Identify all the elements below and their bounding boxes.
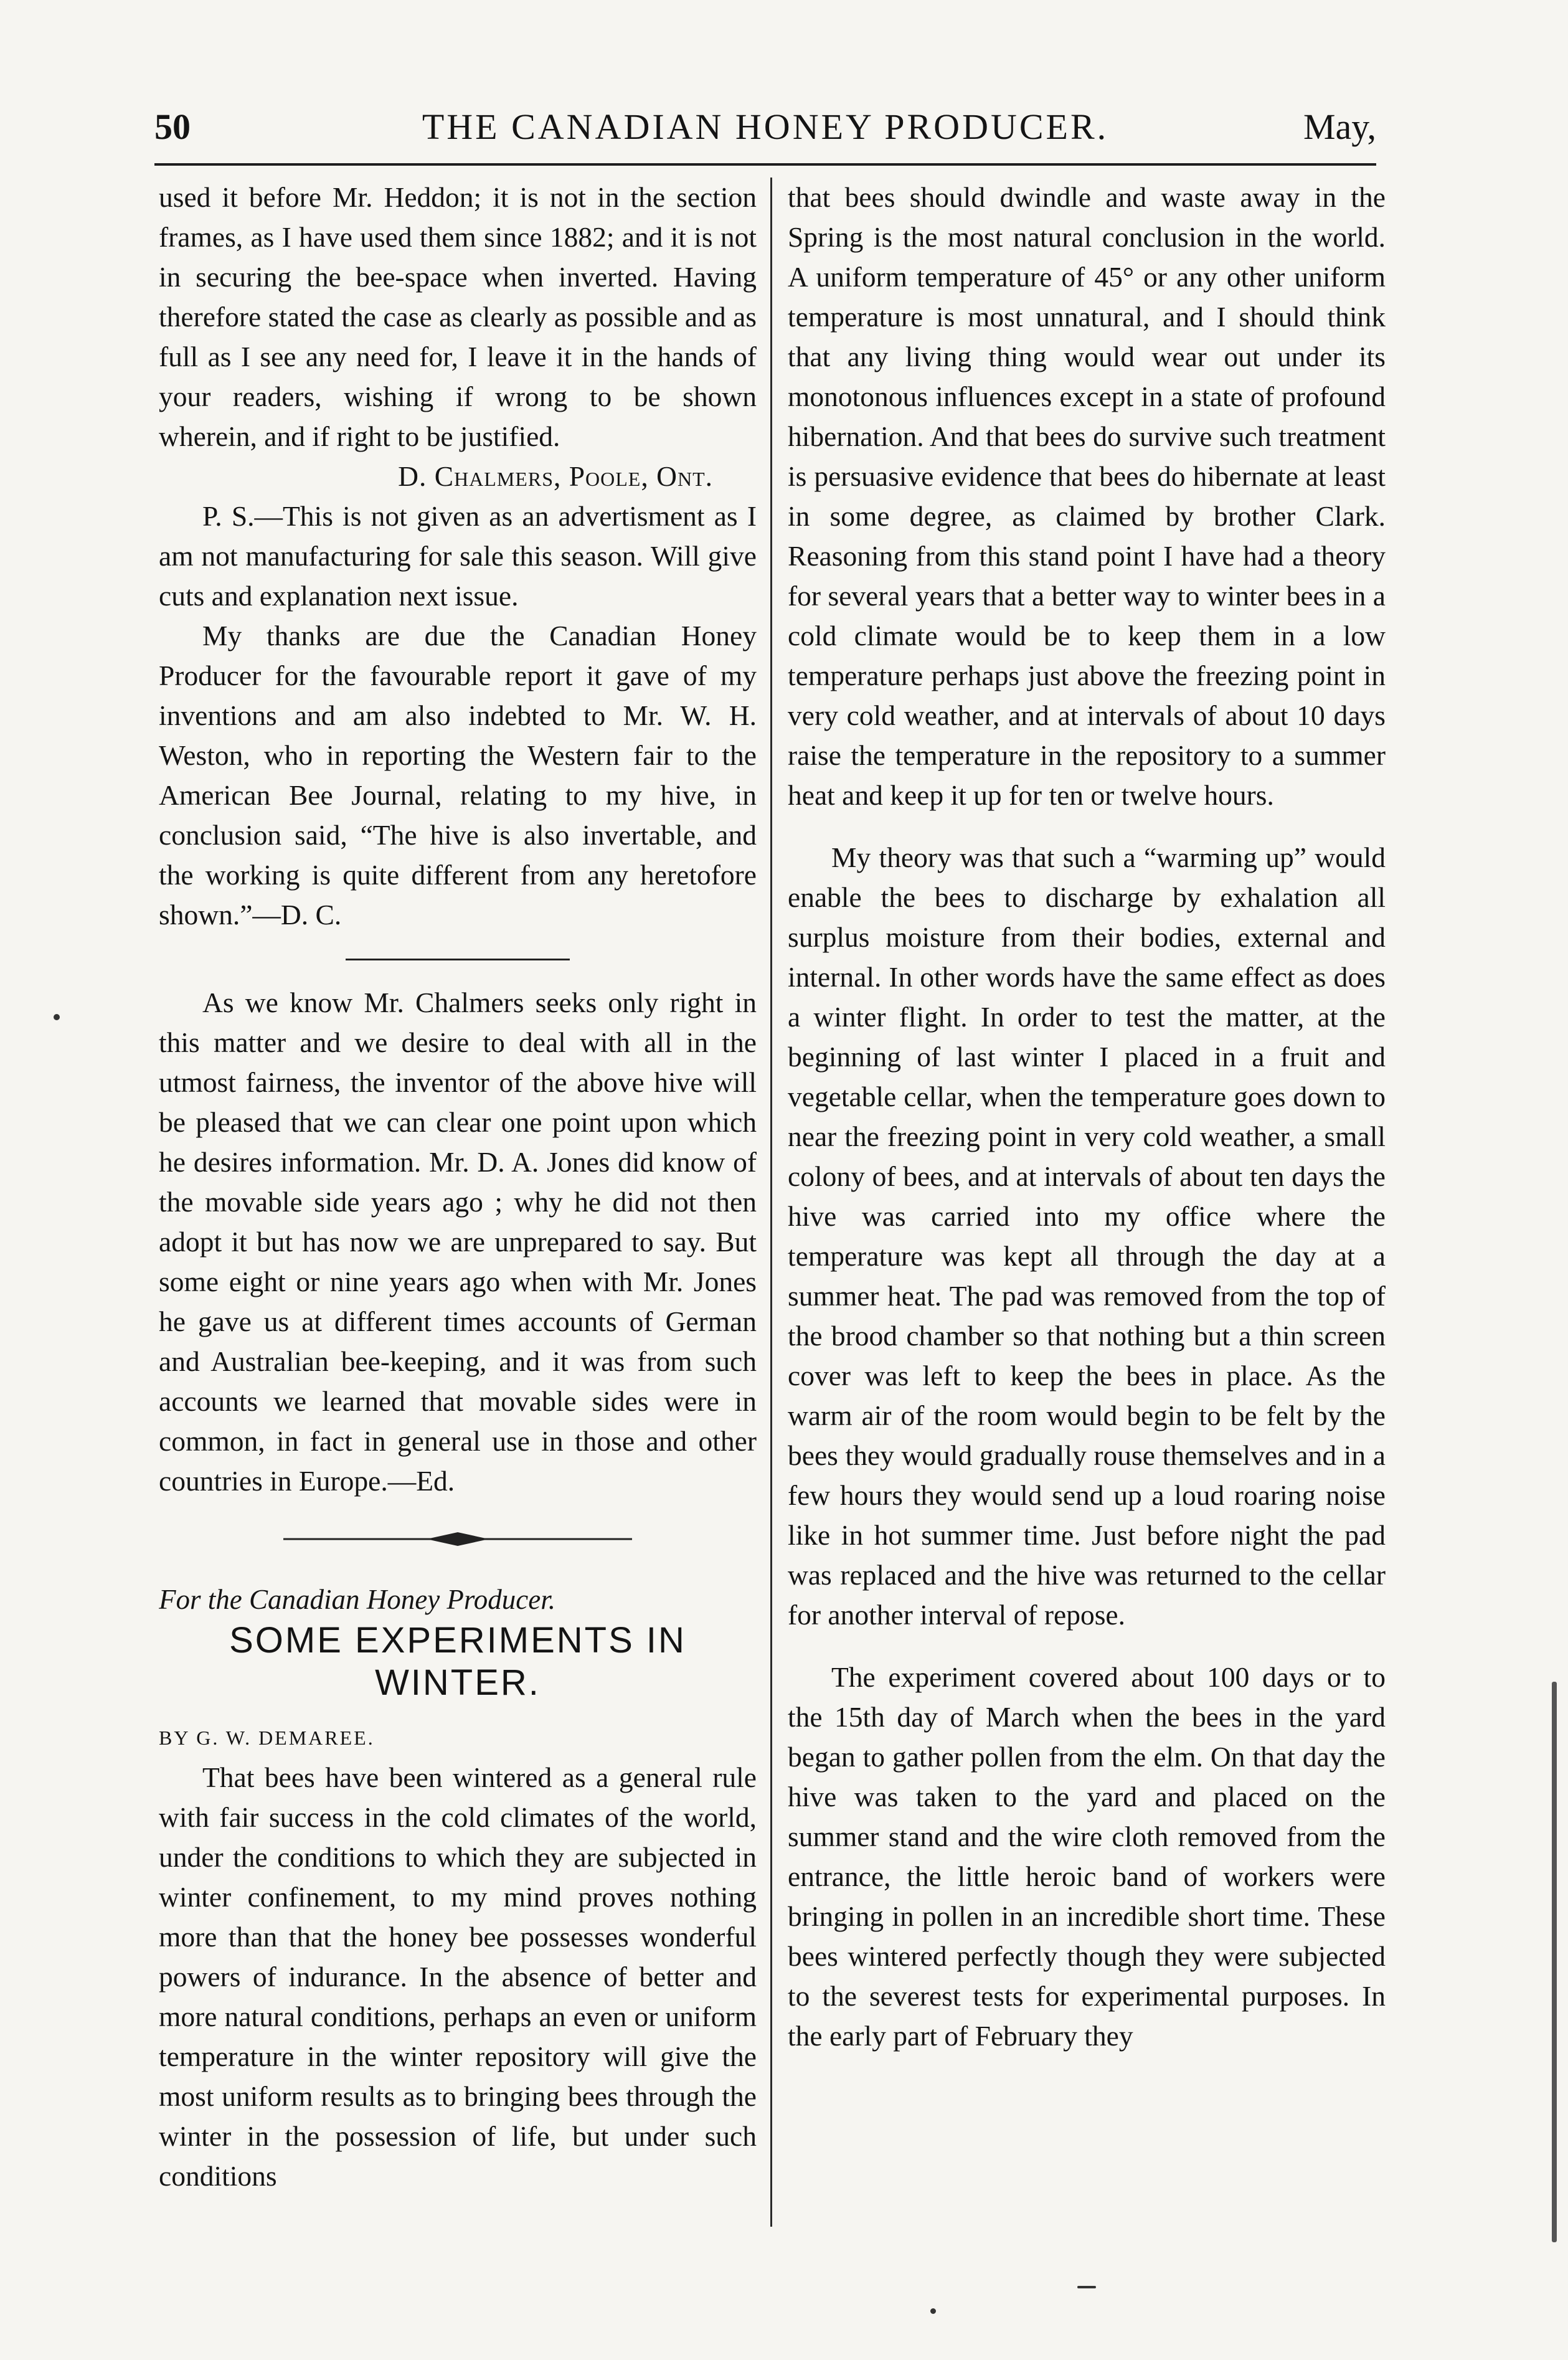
article-paragraph-2: My theory was that such a “warming up” would enable the bees to discharge by exhalation all surplus moisture from their bodies, external and internal. In other words have the same effect as does a winter flight. In order to test the matter, at the beginning of last winter I placed in a fruit and vegetable cellar, when the temperature goes down to near the freezing point in very cold weather, a small colony of bees, and at intervals of about ten days the hive was carried into my office where the temperature was kept all through the day at a summer heat. The pad was removed from the top of the brood chamber so that nothing but a thin screen cover was left to keep the bees in place. As the warm air of the room would begin to be felt by the bees they would gradually rouse themselves and in a few hours they would send up a loud roaring noise like in hot summer time. Just before night the pad was replaced and the hive was returned to the cellar for another interval of repose. bbox=[788, 841, 1386, 1631]
article-paragraph-3: The experiment covered about 100 days or to the 15th day of March when the bees in the yard began to gather pollen from the elm. On that day the hive was taken to the yard and placed on the summer stand and the wire cloth removed from the entrance, the little heroic band of workers were bringing in pollen in an incredible short time. These bees wintered perfectly though they were subjected to the severest tests for experimental purposes. In the early part of February they bbox=[788, 1661, 1386, 2052]
header-rule bbox=[154, 163, 1376, 166]
page-number: 50 bbox=[154, 107, 191, 147]
print-speck bbox=[1077, 2286, 1096, 2288]
letter-signature: D. Chalmers, Poole, Ont. bbox=[398, 460, 713, 492]
article-opening: That bees have been wintered as a general rule with fair success in the cold climates of the world, under the conditions to which they are subjected in winter confinement, to my mind proves nothing more than that the honey bee possesses wonderful powers of indurance. In the absence of better and more natural conditions, perhaps an even or uniform temperature in the winter repository will give the most uniform results as to bringing bees through the winter in the possession of life, but under such conditions bbox=[159, 1761, 757, 2192]
section-divider bbox=[346, 959, 570, 960]
article-byline: BY G. W. DEMAREE. bbox=[159, 1727, 375, 1749]
postscript: P. S.—This is not given as an advertisment as I am not manufacturing for sale this season. Will give cuts and explanation next issue. bbox=[159, 500, 757, 612]
article-title bbox=[159, 1619, 757, 1704]
thanks-paragraph: My thanks are due the Canadian Honey Producer for the favourable report it gave of my inventions and am also indebted to Mr. W. H. Weston, who in reporting the Western fair to the American Bee Journal, relating to my hive, in conclusion said, “The hive is also invertable, and the working is quite different from any heretofore shown.”—D. C. bbox=[159, 620, 757, 931]
print-speck bbox=[54, 1014, 60, 1020]
right-column bbox=[788, 178, 1386, 2227]
article-paragraph-1: that bees should dwindle and waste away in the Spring is the most natural conclusion in the world. A uniform temperature of 45° or any other uniform temperature is most unnatural, and I should think that any living thing would wear out under its monotonous influences except in a state of profound hibernation. And that bees do survive such treatment is persuasive evidence that bees do hibernate at least in some degree, as claimed by brother Clark. Reasoning from this stand point I have had a theory for several years that a better way to winter bees in a cold climate would be to keep them in a low temperature perhaps just above the freezing point in very cold weather, and at intervals of about 10 days raise the temperature in the repository to a summer heat and keep it up for ten or twelve hours. bbox=[788, 181, 1386, 811]
left-column bbox=[159, 178, 757, 2227]
letter-continuation: used it before Mr. Heddon; it is not in the section frames, as I have used them since 1882; and it is not in securing the bee-space when inverted. Having therefore stated the case as clearly as possible and as full as I see any need for, I leave it in the hands of your readers, wishing if wrong to be shown wherein, and if right to be justified. bbox=[159, 181, 757, 452]
journal-title: THE CANADIAN HONEY PRODUCER. bbox=[422, 107, 1109, 147]
article-source-line: For the Canadian Honey Producer. bbox=[159, 1584, 555, 1615]
issue-month: May, bbox=[1303, 107, 1376, 147]
ornament-divider bbox=[283, 1528, 632, 1550]
article-title-line2: WINTER. bbox=[375, 1662, 541, 1703]
column-divider bbox=[770, 178, 772, 2227]
binding-edge bbox=[1552, 1682, 1557, 2242]
editor-note: As we know Mr. Chalmers seeks only right in this matter and we desire to deal with all in the utmost fairness, the inventor of the above hive will be pleased that we can clear one point upon which he desires information. Mr. D. A. Jones did know of the movable side years ago ; why he did not then adopt it but has now we are unprepared to say. But some eight or nine years ago when with Mr. Jones he gave us at different times accounts of German and Australian bee-keeping, and it was from such accounts we learned that movable sides were in common, in fact in general use in those and other countries in Europe.—Ed. bbox=[159, 987, 757, 1497]
print-speck bbox=[930, 2308, 936, 2314]
article-title-line1: SOME EXPERIMENTS IN bbox=[229, 1620, 686, 1661]
running-header bbox=[154, 106, 1376, 158]
